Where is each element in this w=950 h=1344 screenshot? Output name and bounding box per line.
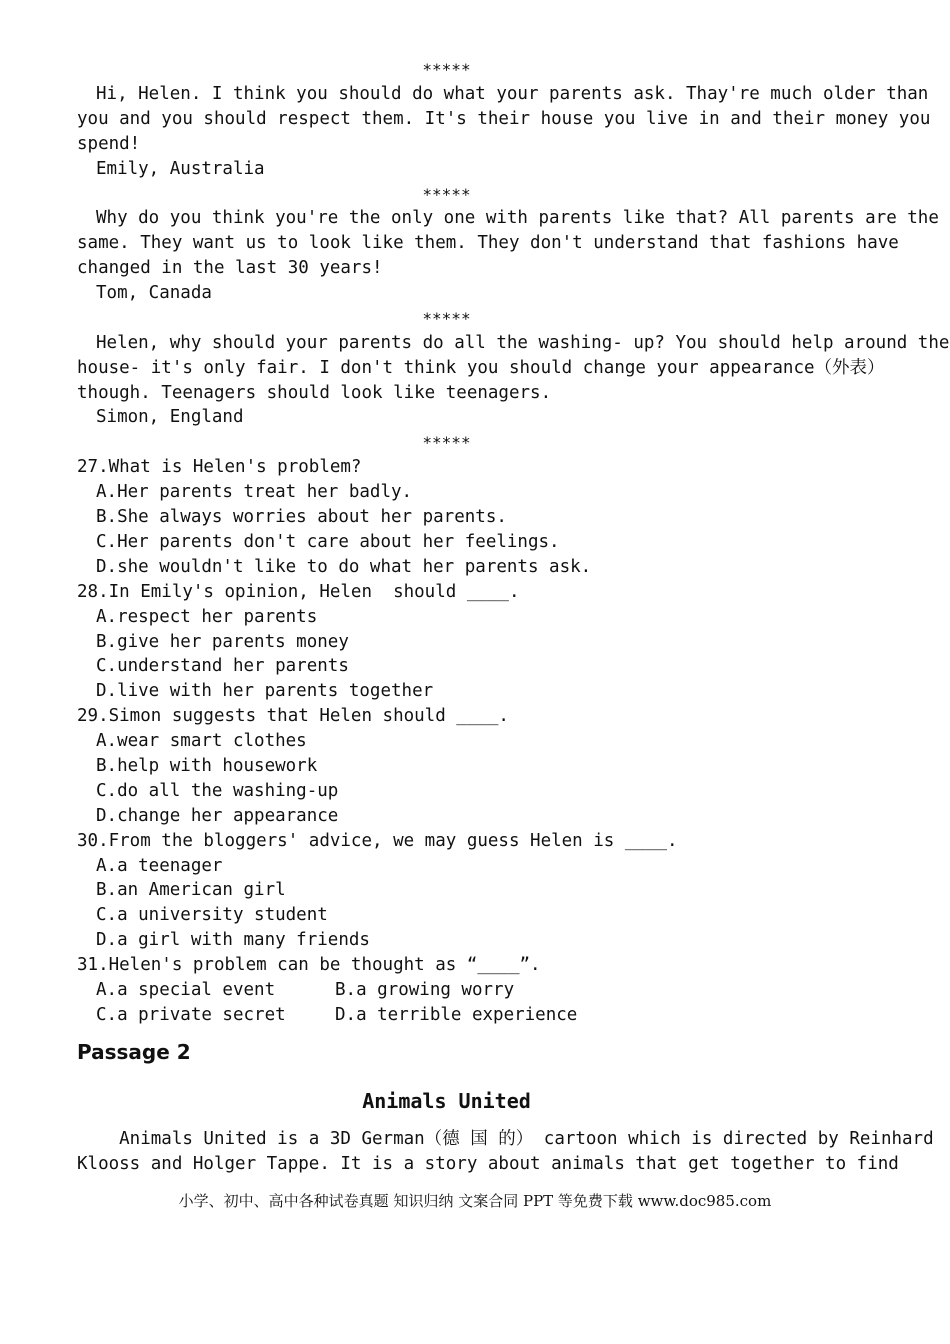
option: B.a growing worry [335, 980, 515, 1000]
reply-author-simon: Simon, England [96, 407, 244, 427]
question-27: 27.What is Helen's problem? [77, 457, 362, 477]
reply-author-tom: Tom, Canada [96, 283, 212, 303]
option: B.an American girl [96, 880, 286, 900]
question-30: 30.From the bloggers' advice, we may guess Helen is ____. [77, 831, 678, 851]
option: D.she wouldn't like to do what her parents ask. [96, 557, 592, 577]
option: B.give her parents money [96, 632, 349, 652]
passage-heading: Passage 2 [77, 1040, 191, 1064]
option: D.a girl with many friends [96, 930, 370, 950]
option: D.live with her parents together [96, 681, 434, 701]
option: C.Her parents don't care about her feelings. [96, 532, 560, 552]
option: C.do all the washing-up [96, 781, 339, 801]
question-31: 31.Helen's problem can be thought as “____”. [77, 955, 541, 975]
separator-stars: ***** [422, 309, 471, 328]
separator-stars: ***** [422, 185, 471, 204]
option: A.a teenager [96, 856, 223, 876]
reply-author-emily: Emily, Australia [96, 159, 265, 179]
option: D.a terrible experience [335, 1005, 578, 1025]
reply-emily-line: you and you should respect them. It's their house you live in and their money you [77, 109, 931, 129]
reply-emily-line: spend! [77, 134, 141, 154]
question-29: 29.Simon suggests that Helen should ____. [77, 706, 509, 726]
reply-tom-line: changed in the last 30 years! [77, 258, 383, 278]
option: A.respect her parents [96, 607, 318, 627]
question-28: 28.In Emily's opinion, Helen should ____. [77, 582, 520, 602]
option: C.a university student [96, 905, 328, 925]
reply-simon-line: house- it's only fair. I don't think you should change your appearance（外表） [77, 358, 885, 378]
reply-tom-line: Why do you think you're the only one with parents like that? All parents are the [96, 208, 939, 228]
reply-simon-line: though. Teenagers should look like teenagers. [77, 383, 552, 403]
reply-emily-line: Hi, Helen. I think you should do what your parents ask. Thay're much older than [96, 84, 929, 104]
option: B.help with housework [96, 756, 318, 776]
passage-title: Animals United [362, 1089, 531, 1113]
separator-stars: ***** [422, 60, 471, 79]
option: A.Her parents treat her badly. [96, 482, 413, 502]
option: A.a special event [96, 980, 276, 1000]
reply-simon-line: Helen, why should your parents do all the washing- up? You should help around the [96, 333, 950, 353]
option: C.understand her parents [96, 656, 349, 676]
passage-line: Animals United is a 3D German（德 国 的） cartoon which is directed by Reinhard [77, 1129, 934, 1149]
option: A.wear smart clothes [96, 731, 307, 751]
reply-tom-line: same. They want us to look like them. They don't understand that fashions have [77, 233, 899, 253]
separator-stars: ***** [422, 433, 471, 452]
passage-line: Klooss and Holger Tappe. It is a story about animals that get together to find [77, 1154, 899, 1174]
option: B.She always worries about her parents. [96, 507, 507, 527]
option: D.change her appearance [96, 806, 339, 826]
page-footer: 小学、初中、高中各种试卷真题 知识归纳 文案合同 PPT 等免费下载 www.doc985.com [178, 1192, 772, 1210]
option: C.a private secret [96, 1005, 286, 1025]
